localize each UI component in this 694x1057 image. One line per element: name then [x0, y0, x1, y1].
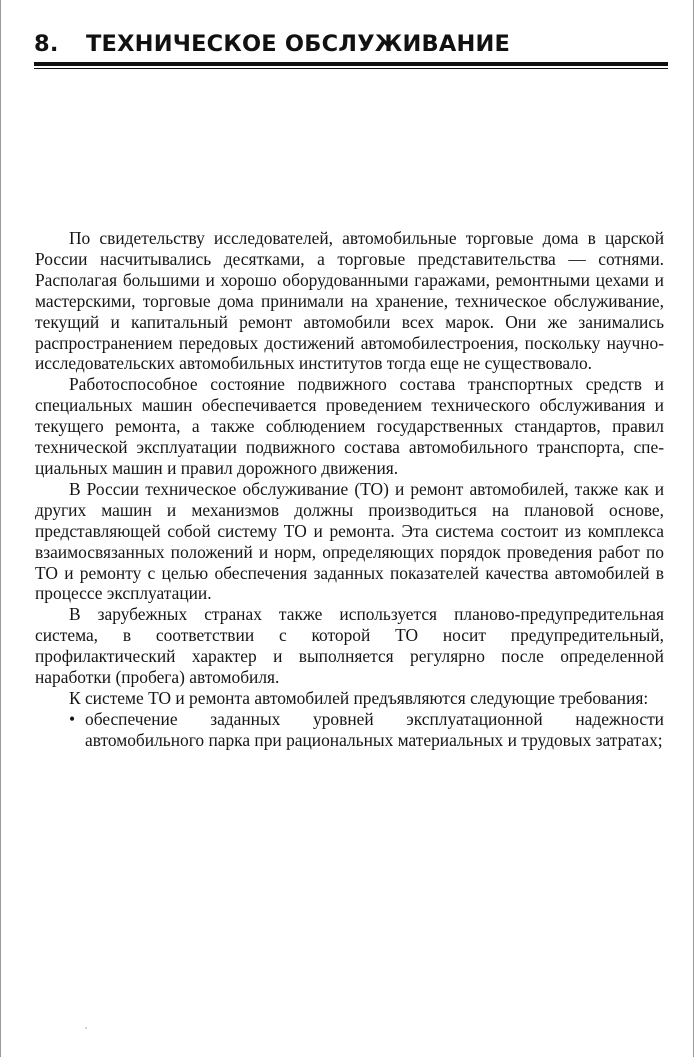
paragraph-russia-system: В России техническое обслуживание (ТО) и ремонт автомобилей, также как и других машин и механизмов должны производиться на плановой основе, представляющей собой систему ТО и ремонта. Эта система состоит из комплекса взаимосвязанных положений и норм, определяющих порядок проведения работ по ТО и ремонту с целью обеспечения заданных показателей качества автомобилей в процессе эксплуатации.: [35, 478, 664, 604]
paragraph-serviceability: Работоспособное состояние подвижного состава транспортных средств и специальных машин обеспечивается проведением технического обслуживания и текущего ремонта, а также соблюдением государственных стандартов, правил технической эксплуатации подвижного состава автомобильного транспорта, специальных машин и правил дорожного движения.: [35, 374, 664, 478]
list-item-text: обеспечение заданных уровней эксплуатационной надежности автомобильного парка при рациональных материальных и трудовых затратах;: [85, 708, 664, 750]
body-text: [35, 228, 664, 751]
requirements-list: [35, 709, 664, 751]
paragraph-requirements-intro: К системе ТО и ремонта автомобилей предъявляются следующие требования:: [69, 687, 649, 708]
chapter-heading: [34, 27, 510, 61]
heading-rule-thin: [34, 68, 668, 69]
chapter-number: 8.: [34, 31, 59, 57]
list-item: [35, 709, 664, 751]
heading-rule-thick: [34, 62, 668, 66]
chapter-title: ТЕХНИЧЕСКОЕ ОБСЛУЖИВАНИЕ: [86, 31, 511, 57]
paragraph-history: По свидетельству исследователей, автомобильные торговые дома в царской России насчитывались десятками, а торговые представительства — сотнями. Располагая большими и хорошо оборудованными гаражами, ремонтными цехами и мастерскими, торговые дома принимали на хранение, техническое обслуживание, текущий и капитальный ремонт автомобили всех марок. Они же занимались распространением передовых достижений автомобилестроения, поскольку научно-исследовательских автомобильных институтов тогда еще не существовало.: [35, 228, 664, 374]
bullet-marker-icon: •: [69, 708, 76, 729]
scan-speck: [85, 1027, 87, 1029]
paragraph-foreign-system: В зарубежных странах также используется планово-предупредительная система, в соответствии с которой ТО носит предупредительный, профилактический характер и выполняется регулярно после определенной наработки (пробега) автомобиля.: [35, 604, 664, 688]
